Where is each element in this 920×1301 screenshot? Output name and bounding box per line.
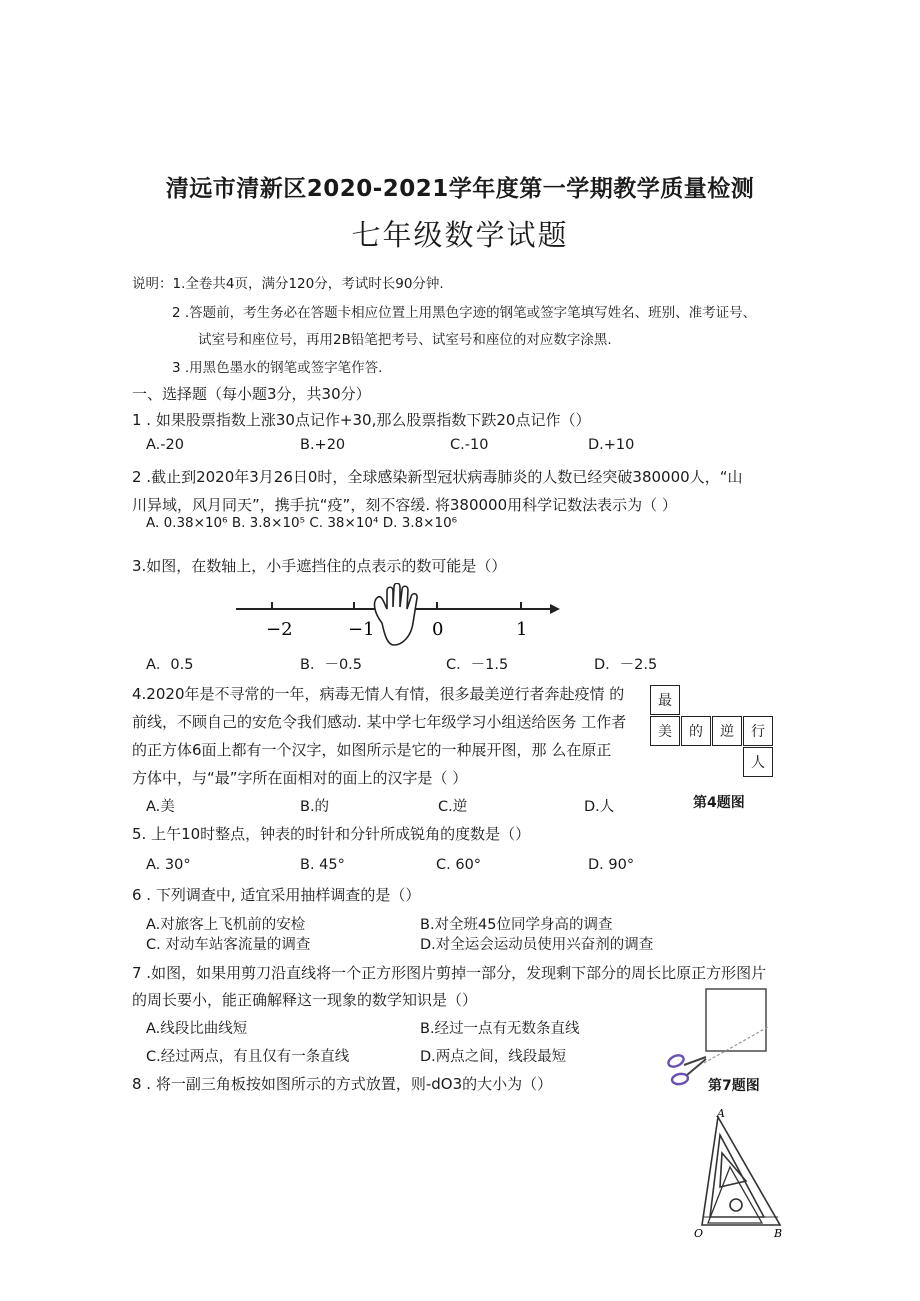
question-4-stem-line1: 4.2020年是不寻常的一年，病毒无情人有情，很多最美逆行者奔赴疫情 的 bbox=[132, 685, 625, 703]
exam-subtitle: 七年级数学试题 bbox=[351, 218, 569, 252]
inner-triangle bbox=[710, 1135, 764, 1217]
tick-label: 0 bbox=[432, 619, 444, 640]
question-6-option-c: C. 对动车站客流量的调查 bbox=[146, 937, 311, 953]
point-label: A bbox=[717, 1107, 725, 1120]
tick-label: −2 bbox=[266, 619, 293, 640]
question-6-option-d: D.对全运会运动员使用兴奋剂的调查 bbox=[420, 937, 654, 953]
ruler-hole bbox=[730, 1199, 742, 1211]
question-4-option-c: C.逆 bbox=[438, 799, 468, 815]
question-7-option-c: C.经过两点，有且仅有一条直线 bbox=[146, 1049, 350, 1065]
question-1-option-c: C.-10 bbox=[450, 437, 489, 453]
question-5-option-a: A. 30° bbox=[146, 857, 191, 873]
triangle-rulers-figure bbox=[690, 1105, 790, 1240]
question-3-option-b: B．－0.5 bbox=[300, 657, 363, 673]
net-cell: 人 bbox=[743, 747, 773, 777]
question-5-option-c: C. 60° bbox=[436, 857, 482, 873]
number-line-figure bbox=[232, 583, 562, 653]
square-shape bbox=[706, 989, 766, 1051]
note-1: 说明：1.全卷共4页，满分120分，考试时长90分钟. bbox=[132, 276, 444, 292]
net-cell: 的 bbox=[681, 716, 711, 746]
question-2-stem-line1: 2 .截止到2020年3月26日0时，全球感染新型冠状病毒肺炎的人数已经突破380000人，“山 bbox=[132, 468, 743, 486]
net-cell: 行 bbox=[743, 716, 773, 746]
question-1-option-b: B.+20 bbox=[300, 437, 346, 453]
question-7-stem-line2: 的周长要小，能正确解释这一现象的数学知识是（） bbox=[132, 991, 478, 1009]
note-3: 3 .用黑色墨水的钢笔或签字笔作答. bbox=[172, 360, 383, 376]
question-4-option-b: B.的 bbox=[300, 799, 330, 815]
exam-title: 清远市清新区2020-2021学年度第一学期教学质量检测 bbox=[165, 176, 755, 202]
question-4-option-d: D.人 bbox=[584, 799, 615, 815]
question-7-option-a: A.线段比曲线短 bbox=[146, 1021, 248, 1037]
net-cell: 美 bbox=[650, 716, 680, 746]
question-6-option-a: A.对旅客上飞机前的安检 bbox=[146, 917, 306, 933]
question-2-options: A. 0.38×10⁶ B. 3.8×10⁵ C. 38×10⁴ D. 3.8×10⁶ bbox=[146, 515, 458, 531]
point-label: O bbox=[694, 1227, 704, 1240]
question-3-option-c: C．－1.5 bbox=[446, 657, 509, 673]
net-cell: 逆 bbox=[712, 716, 742, 746]
overlay-triangle bbox=[708, 1167, 762, 1223]
question-6-stem: 6 . 下列调查中, 适宜采用抽样调查的是（） bbox=[132, 886, 421, 904]
arrow-right-icon bbox=[550, 604, 560, 614]
question-7-stem-line1: 7 .如图，如果用剪刀沿直线将一个正方形图片剪掉一部分，发现剩下部分的周长比原正方形图片 bbox=[132, 964, 767, 982]
question-2-stem-line2: 川异域，风月同天”，携手抗“疫”，刻不容缓. 将380000用科学记数法表示为（ ） bbox=[132, 496, 677, 514]
question-7-option-b: B.经过一点有无数条直线 bbox=[420, 1021, 580, 1037]
figure-7-caption: 第7题图 bbox=[708, 1078, 760, 1094]
cube-net-figure bbox=[650, 685, 780, 785]
question-1-option-a: A.-20 bbox=[146, 437, 184, 453]
tick-label: −1 bbox=[348, 619, 375, 640]
question-6-option-b: B.对全班45位同学身高的调查 bbox=[420, 917, 613, 933]
question-1-stem: 1 . 如果股票指数上涨30点记作+30,那么股票指数下跌20点记作（） bbox=[132, 411, 591, 429]
question-1-option-d: D.+10 bbox=[588, 437, 635, 453]
question-5-option-d: D. 90° bbox=[588, 857, 635, 873]
note-2a: 2 .答题前，考生务必在答题卡相应位置上用黑色字迹的钢笔或签字笔填写姓名、班别、准考证号、 bbox=[172, 305, 757, 321]
question-4-stem-line4: 方体中，与“最”字所在面相对的面上的汉字是（ ） bbox=[132, 769, 468, 787]
note-2b: 试室号和座位号，再用2B铅笔把考号、试室号和座位的对应数字涂黑. bbox=[198, 332, 612, 348]
question-4-stem-line2: 前线，不顾自己的安危令我们感动. 某中学七年级学习小组送给医务 工作者 bbox=[132, 713, 627, 731]
hand-icon bbox=[375, 583, 418, 645]
question-7-option-d: D.两点之间，线段最短 bbox=[420, 1049, 567, 1065]
question-4-stem-line3: 的正方体6面上都有一个汉字，如图所示是它的一种展开图，那 么在原正 bbox=[132, 741, 612, 759]
question-3-stem: 3.如图，在数轴上，小手遮挡住的点表示的数可能是（） bbox=[132, 557, 507, 575]
scissors-icon bbox=[667, 1053, 706, 1085]
question-4-option-a: A.美 bbox=[146, 799, 175, 815]
tick-label: 1 bbox=[516, 619, 528, 640]
question-5-option-b: B. 45° bbox=[300, 857, 345, 873]
point-label: B bbox=[774, 1227, 783, 1240]
cut-line bbox=[704, 1027, 768, 1063]
figure-4-caption: 第4题图 bbox=[693, 795, 745, 811]
question-3-option-a: A．0.5 bbox=[146, 657, 194, 673]
net-cell: 最 bbox=[650, 685, 680, 715]
section-heading: 一、选择题（每小题3分，共30分） bbox=[132, 385, 371, 403]
question-3-option-d: D．－2.5 bbox=[594, 657, 658, 673]
question-5-stem: 5. 上午10时整点，钟表的时针和分针所成锐角的度数是（） bbox=[132, 825, 531, 843]
question-8-stem: 8 . 将一副三角板按如图所示的方式放置，则-dO3的大小为（） bbox=[132, 1075, 553, 1093]
